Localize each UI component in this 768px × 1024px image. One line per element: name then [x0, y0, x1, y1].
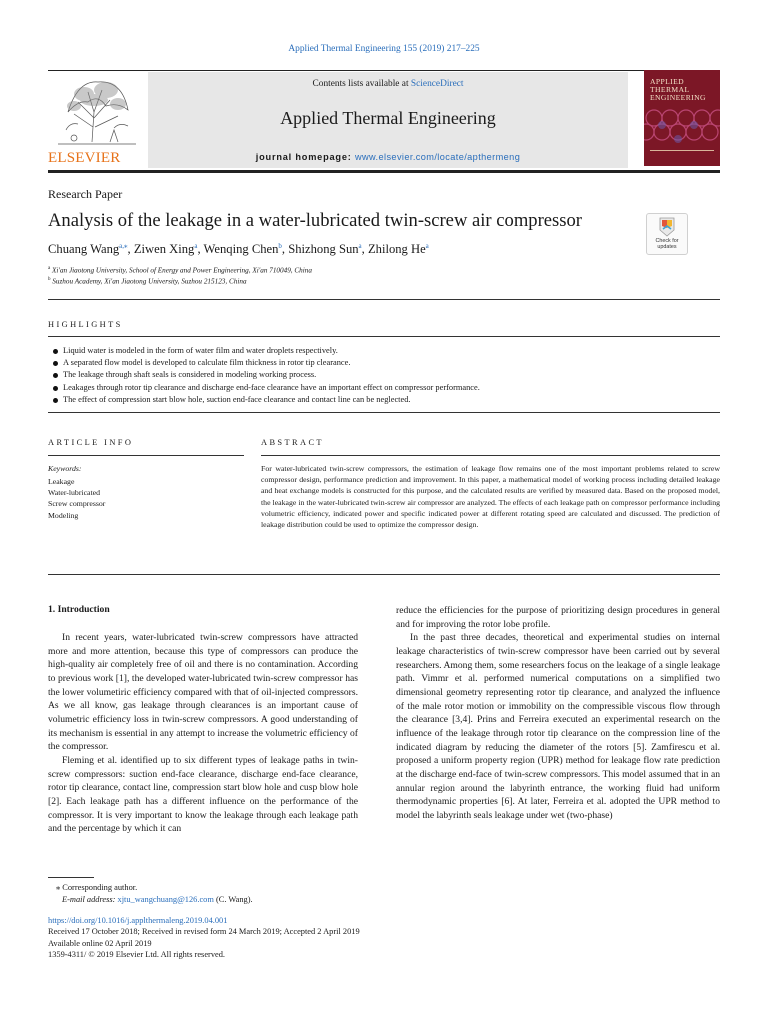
available-online: Available online 02 April 2019: [48, 938, 152, 948]
keywords-label: Keywords:: [48, 464, 82, 473]
email-suffix: (C. Wang).: [213, 895, 253, 904]
contents-availability: [148, 79, 628, 89]
article-info-heading: ARTICLE INFO: [48, 438, 134, 447]
author-affiliation-mark[interactable]: a,⁎: [119, 242, 128, 250]
journal-cover-thumbnail[interactable]: [644, 70, 720, 166]
article-title: Analysis of the leakage in a water-lubricated twin-screw air compressor: [48, 210, 582, 231]
author-name[interactable]: Ziwen Xing: [133, 242, 195, 257]
author-name[interactable]: Chuang Wang: [48, 242, 120, 257]
divider: [48, 574, 720, 575]
cover-title-line: ENGINEERING: [650, 93, 706, 102]
keyword: Screw compressor: [48, 499, 106, 509]
affiliation-text: Suzhou Academy, Xi'an Jiaotong University, Suzhou 215123, China: [52, 277, 247, 286]
divider: [261, 455, 720, 456]
author-name[interactable]: Zhilong He: [367, 242, 426, 257]
author-email-link[interactable]: xjtu_wangchuang@126.com: [117, 895, 214, 904]
cover-title: [650, 78, 716, 102]
author-affiliation-mark[interactable]: a: [425, 242, 429, 250]
highlights-list: [48, 345, 720, 406]
affiliation: [48, 266, 312, 274]
elsevier-wordmark: ELSEVIER: [48, 150, 121, 166]
divider: [48, 336, 720, 337]
divider: [48, 412, 720, 413]
author-separator: ,: [281, 242, 289, 257]
author-name[interactable]: Wenqing Chen: [203, 242, 279, 257]
cover-footer-rule: [650, 150, 714, 151]
homepage-label: journal homepage:: [255, 152, 355, 162]
highlights-heading: HIGHLIGHTS: [48, 320, 123, 329]
abstract-text: For water-lubricated twin-screw compressors, the estimation of leakage flow remains one of the most important problems related to screw compressor design, performance prediction and improvement. In this paper, a mathematical model of working process including detailed leakage and heat exchange models is constructed for this purpose, and the calculated results are verified by measured data. Based on the proposed model, the leakage in the water-lubricated twin-screw air compressor are analyzed. The effects of each leakage path on compressor performance including volumetric efficiency, indicated power and specific indicated power at different rotating speed are calculated and discussed. The prediction of leakage distribution could be used to optimize the compressor design.: [261, 464, 720, 530]
author-name[interactable]: Shizhong Sun: [288, 242, 359, 257]
crossmark-label-line: updates: [657, 244, 677, 250]
crossmark-icon: [659, 217, 675, 237]
affiliation-mark: b: [48, 277, 51, 282]
cover-pattern-icon: [644, 106, 720, 148]
cover-title-line: THERMAL: [650, 85, 690, 94]
journal-title: Applied Thermal Engineering: [280, 108, 496, 128]
highlight-item: Liquid water is modeled in the form of water film and water droplets respectively.: [48, 345, 720, 357]
contents-prefix: Contents lists available at: [312, 79, 411, 89]
author-separator: ,: [127, 242, 134, 257]
body-paragraph: Fleming et al. identified up to six different types of leakage paths in twin-screw compressors: suction end-face clearance, discharge end-face clearance, rotor tip clearance, contact line, compression start blow hole and cusp blow hole [2]. Each leakage path has a different influence on the performance of the compressor. It is very important to know the leakage through each leakage path and the percentage by which it can: [48, 754, 358, 835]
email-note: [62, 894, 253, 905]
journal-homepage: [148, 152, 628, 162]
keyword: Water-lubricated: [48, 488, 101, 498]
author-separator: ,: [361, 242, 368, 257]
divider: [48, 455, 244, 456]
body-column-left: [48, 631, 358, 836]
sciencedirect-link[interactable]: ScienceDirect: [410, 79, 464, 89]
homepage-link[interactable]: www.elsevier.com/locate/apthermeng: [354, 152, 521, 162]
author-separator: ,: [197, 242, 204, 257]
body-paragraph: In recent years, water-lubricated twin-screw compressors have attracted more and more attention, because this type of compressors can produce the high-quality air completely free of oil and there is no contamination. According to previous work [1], the developed water-lubricated twin-screw compressor has the lower volumetiric efficiency compared with that of oil-injected compressors. As we all know, gas leakage through clearances is an important cause of volumetric efficiency loss in twin-screw compressors. A good understanding of its mechanism is essential in any attempt to increase the volumetric efficiency of the compressor.: [48, 632, 358, 753]
crossmark-label: [647, 238, 687, 250]
body-column-right: [396, 604, 720, 823]
header-top-rule: [48, 70, 720, 71]
author-affiliation-mark[interactable]: a: [358, 242, 362, 250]
author-affiliation-mark[interactable]: a: [194, 242, 198, 250]
email-label: E-mail address:: [62, 895, 118, 904]
article-type: Research Paper: [48, 187, 123, 201]
corresponding-author-note: ⁎ Corresponding author.: [56, 883, 138, 892]
keyword: Leakage: [48, 477, 75, 486]
affiliation-text: Xi'an Jiaotong University, School of Energy and Power Engineering, Xi'an 710049, China: [52, 266, 312, 275]
crossmark-label-line: Check for: [655, 238, 679, 244]
author-affiliation-mark[interactable]: b: [278, 242, 282, 250]
check-for-updates-badge[interactable]: [646, 213, 688, 255]
header-bottom-rule: [48, 170, 720, 173]
highlight-item: The leakage through shaft seals is considered in modeling working process.: [48, 369, 720, 381]
cover-title-line: APPLIED: [650, 77, 685, 86]
abstract-heading: ABSTRACT: [261, 438, 324, 447]
affiliation-mark: a: [48, 266, 51, 271]
divider: [48, 299, 720, 300]
highlight-item: A separated flow model is developed to calculate film thickness in rotor tip clearance.: [48, 357, 720, 369]
doi-link[interactable]: https://doi.org/10.1016/j.applthermaleng.2019.04.001: [48, 916, 228, 925]
body-paragraph: reduce the efficiencies for the purpose of prioritizing design procedures in general and for improving the rotor lobe profile.: [396, 605, 720, 630]
section-heading: 1. Introduction: [48, 604, 110, 615]
author-list: [48, 242, 429, 257]
received-dates: Received 17 October 2018; Received in revised form 24 March 2019; Accepted 2 April 2019: [48, 927, 360, 937]
highlight-item: The effect of compression start blow hole, suction end-face clearance and contact line can be neglected.: [48, 394, 720, 406]
body-paragraph: In the past three decades, theoretical and experimental studies on internal leakage characteristics of twin-screw compressor have been carried out by several researchers. Among them, some researchers focus on the leakage of a single leakage path. Vimmr et al. performed numerical computations on a simplified two dimensional geometry representing rotor tip clearance, and analyzed the influence of the male rotor motion or immobility on the compressible viscous flow through the clearance [3,4]. Prins and Ferreira executed an experimental research on the influence of the leakage through rotor tip clearance on the compression line of the indicated diagram by reducing the diameter of the rotors [5]. Zamfirescu et al. proposed a uniform property region (UPR) method for leakage flow rate prediction at the discharge end-face of twin-screw compressors. This model assumed that in an annular region around the labyrinth entrance, the working fluid had uniform thermodynamic properties [6]. At later, Ferreira et al. adopted the UPR method to model the labyrinth seals leakage under wet (two-phase): [396, 632, 720, 821]
keywords-list: [48, 476, 105, 521]
footnote-rule: [48, 877, 94, 878]
article-metadata: [48, 915, 360, 961]
highlight-item: Leakages through rotor tip clearance and discharge end-face clearance have an important effect on compressor performance.: [48, 382, 720, 394]
affiliation: [48, 277, 247, 285]
keyword: Modeling: [48, 510, 79, 520]
copyright: 1359-4311/ © 2019 Elsevier Ltd. All rights reserved.: [48, 950, 226, 960]
journal-citation-link[interactable]: Applied Thermal Engineering 155 (2019) 217–225: [288, 44, 480, 54]
